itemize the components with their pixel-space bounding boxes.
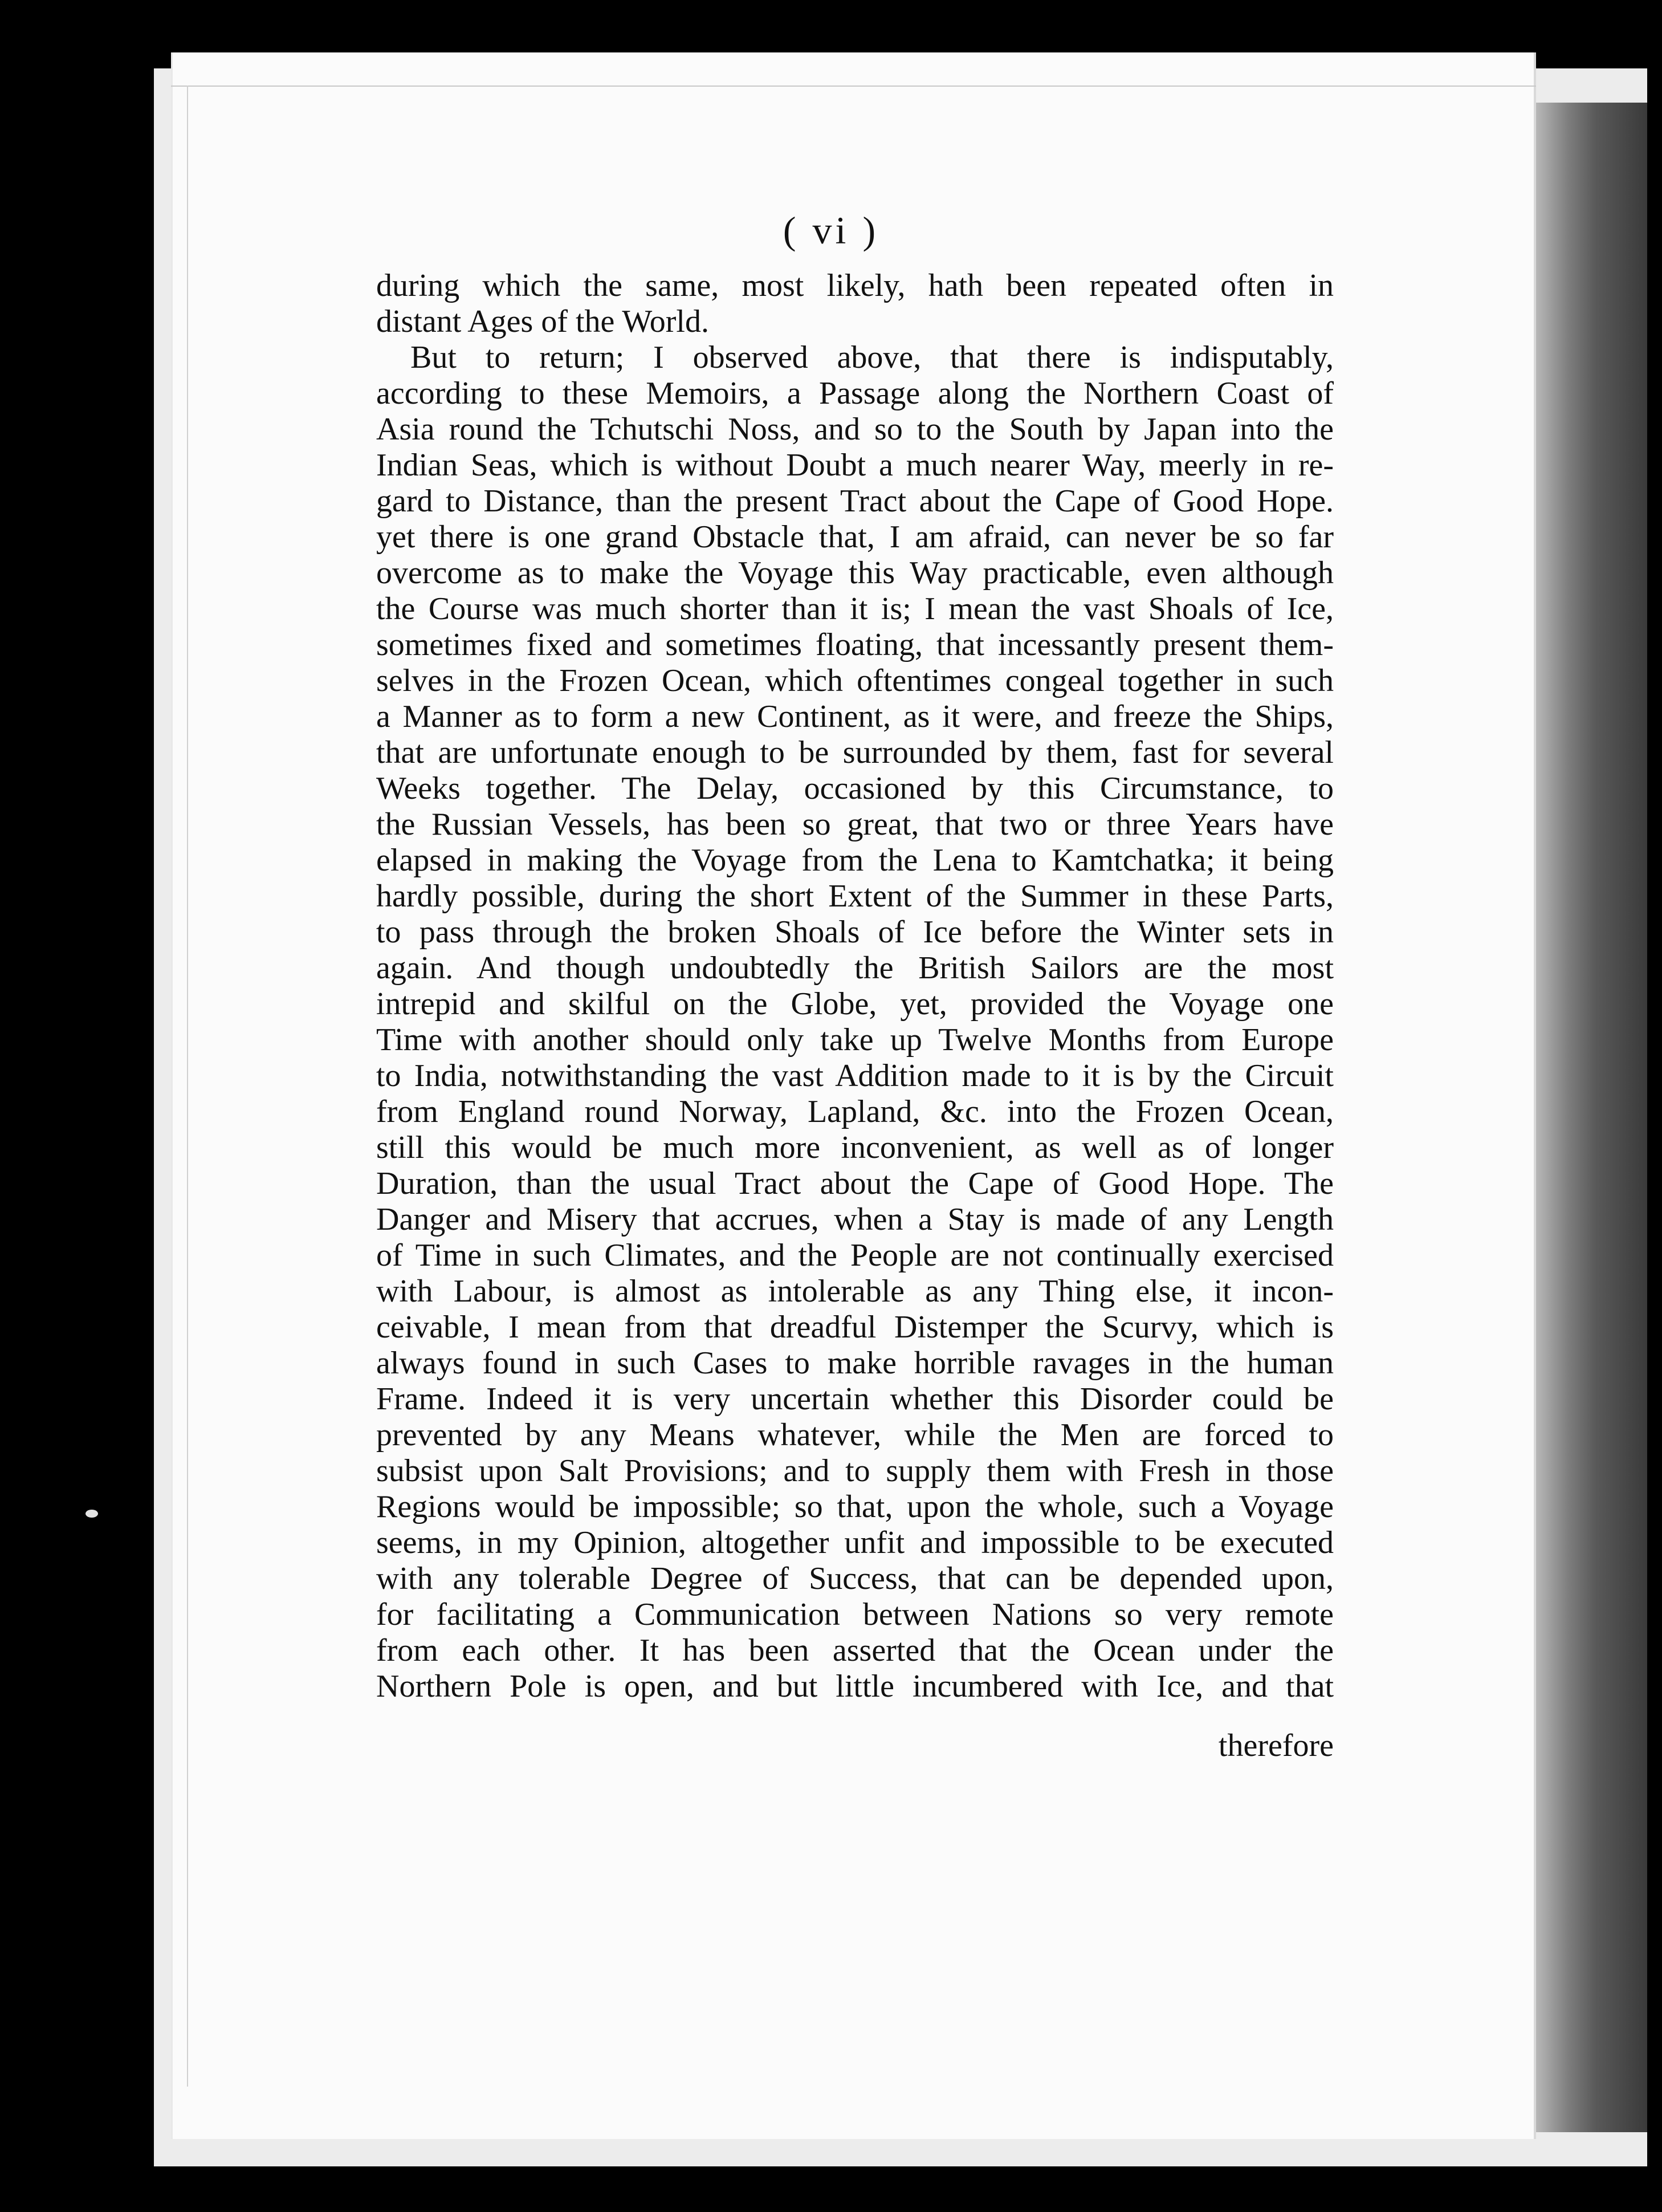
text-line: a Manner as to form a new Continent, as it were, and freeze the Ships, — [376, 699, 1334, 734]
text-line: seems, in my Opinion, altogether unfit and impossible to be executed — [376, 1525, 1334, 1560]
text-line: sometimes fixed and sometimes floating, that incessantly present them- — [376, 627, 1334, 662]
text-line: Regions would be impossible; so that, upon the whole, such a Voyage — [376, 1489, 1334, 1524]
text-line: prevented by any Means whatever, while the Men are forced to — [376, 1417, 1334, 1453]
text-line: Frame. Indeed it is very uncertain whether this Disorder could be — [376, 1381, 1334, 1417]
text-line: Weeks together. The Delay, occasioned by this Circumstance, to — [376, 771, 1334, 806]
text-line: for facilitating a Communication between Nations so very remote — [376, 1597, 1334, 1632]
text-line: hardly possible, during the short Extent of the Summer in these Parts, — [376, 879, 1334, 914]
text-line: with Labour, is almost as intolerable as any Thing else, it incon- — [376, 1274, 1334, 1309]
text-line: that are unfortunate enough to be surrounded by them, fast for several — [376, 735, 1334, 770]
body-text — [376, 268, 1334, 1727]
text-line: with any tolerable Degree of Success, that can be depended upon, — [376, 1561, 1334, 1596]
text-line: But to return; I observed above, that there is indisputably, — [410, 340, 1334, 375]
page-left-rule — [187, 86, 188, 2087]
text-line: selves in the Frozen Ocean, which oftentimes congeal together in such — [376, 663, 1334, 698]
text-line: intrepid and skilful on the Globe, yet, provided the Voyage one — [376, 986, 1334, 1022]
margin-speck — [85, 1510, 98, 1518]
catchword: therefore — [1218, 1728, 1334, 1763]
text-line: of Time in such Climates, and the People are not continually exercised — [376, 1238, 1334, 1273]
text-line: ceivable, I mean from that dreadful Distemper the Scurvy, which is — [376, 1310, 1334, 1345]
text-line: always found in such Cases to make horrible ravages in the human — [376, 1345, 1334, 1381]
text-line: subsist upon Salt Provisions; and to supply them with Fresh in those — [376, 1453, 1334, 1489]
text-line: Indian Seas, which is without Doubt a much nearer Way, meerly in re- — [376, 448, 1334, 483]
text-line: during which the same, most likely, hath been repeated often in — [376, 268, 1334, 303]
text-line: Danger and Misery that accrues, when a Stay is made of any Length — [376, 1202, 1334, 1237]
text-line: gard to Distance, than the present Tract about the Cape of Good Hope. — [376, 483, 1334, 519]
text-line: still this would be much more inconvenient, as well as of longer — [376, 1130, 1334, 1165]
text-line: Time with another should only take up Twelve Months from Europe — [376, 1022, 1334, 1058]
text-line: again. And though undoubtedly the British Sailors are the most — [376, 950, 1334, 986]
text-line: from each other. It has been asserted that the Ocean under the — [376, 1633, 1334, 1668]
text-line: the Course was much shorter than it is; I mean the vast Shoals of Ice, — [376, 591, 1334, 627]
text-line: to pass through the broken Shoals of Ice before the Winter sets in — [376, 914, 1334, 950]
text-line: Northern Pole is open, and but little incumbered with Ice, and that — [376, 1669, 1334, 1704]
text-line: Asia round the Tchutschi Noss, and so to the South by Japan into the — [376, 412, 1334, 447]
text-line: elapsed in making the Voyage from the Lena to Kamtchatka; it being — [376, 843, 1334, 878]
text-line: to India, notwithstanding the vast Addition made to it is by the Circuit — [376, 1058, 1334, 1093]
page-number: ( vi ) — [783, 209, 879, 252]
text-line: yet there is one grand Obstacle that, I am afraid, can never be so far — [376, 519, 1334, 555]
text-line: distant Ages of the World. — [376, 304, 709, 339]
text-line: from England round Norway, Lapland, &c. into the Frozen Ocean, — [376, 1094, 1334, 1129]
page-edge-shadow — [1533, 103, 1647, 2132]
text-line: overcome as to make the Voyage this Way practicable, even although — [376, 555, 1334, 591]
page-top-rule — [171, 86, 1536, 87]
text-line: the Russian Vessels, has been so great, that two or three Years have — [376, 807, 1334, 842]
text-line: according to these Memoirs, a Passage along the Northern Coast of — [376, 376, 1334, 411]
text-line: Duration, than the usual Tract about the Cape of Good Hope. The — [376, 1166, 1334, 1201]
